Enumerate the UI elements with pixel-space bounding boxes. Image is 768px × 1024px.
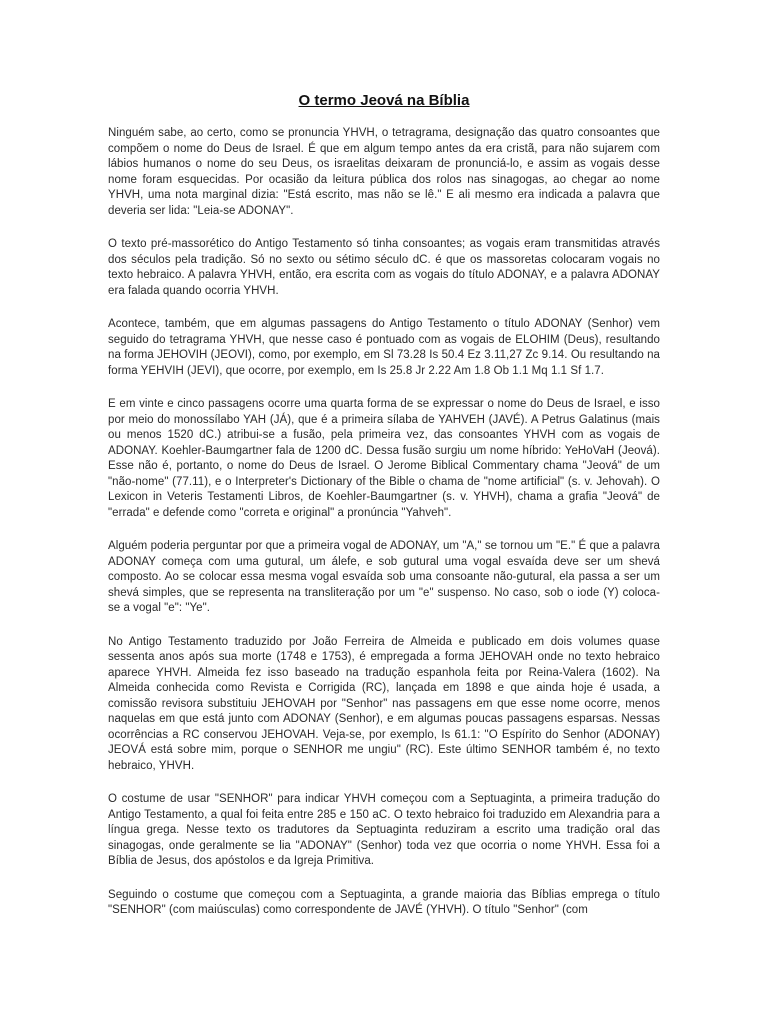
paragraph-6: No Antigo Testamento traduzido por João Ferreira de Almeida e publicado em dois volumes quase sessenta anos após sua morte (1748 e 1753), é empregada a forma JEHOVAH onde no texto hebraico aparece YHVH. Almeida fez isso baseado na tradução espanhola feita por Reina-Valera (1602). Na Almeida conhecida como Revista e Corrigida (RC), lançada em 1898 e que ainda hoje é usada, a comissão revisora substituiu JEHOVAH por "Senhor" nas passagens em que esse nome ocorre, menos naquelas em que está junto com ADONAY (Senhor), e em algumas poucas passagens esparsas. Nessas ocorrências a RC conservou JEHOVAH. Veja-se, por exemplo, Is 61.1: "O Espírito do Senhor (ADONAY) JEOVÁ está sobre mim, porque o SENHOR me ungiu" (RC). Este último SENHOR também é, no texto hebraico, YHVH. [108, 635, 660, 772]
paragraph-1: Ninguém sabe, ao certo, como se pronuncia YHVH, o tetragrama, designação das quatro consoantes que compõem o nome do Deus de Israel. É que em algum tempo antes da era cristã, para não sujarem com lábios humanos o nome do seu Deus, os israelitas deixaram de pronunciá-lo, e assim as vogais desse nome foram esquecidas. Por ocasião da leitura pública dos rolos nas sinagogas, ao chegar ao nome YHVH, uma nota marginal dizia: "Está escrito, mas não se lê." E ali mesmo era indicada a palavra que deveria ser lida: "Leia-se ADONAY". [108, 127, 660, 217]
document-title: O termo Jeová na Bíblia [298, 92, 470, 109]
paragraph-5: Alguém poderia perguntar por que a primeira vogal de ADONAY, um "A," se tornou um "E." É que a palavra ADONAY começa com uma gutural, um álefe, e sob gutural uma vogal esvaída deve ser um shevá composto. Ao se colocar essa mesma vogal esvaída sob uma consoante não-gutural, ela passa a ser um shevá simples, que se representa na transliteração por um "e" suspenso. No caso, sob o iode (Y) coloca-se a vogal "e": "Ye". [108, 540, 660, 614]
paragraph-8: Seguindo o costume que começou com a Septuaginta, a grande maioria das Bíblias emprega o título "SENHOR" (com maiúsculas) como correspondente de JAVÉ (YHVH). O título "Senhor" (com [108, 888, 660, 916]
document-body [108, 126, 660, 937]
paragraph-2: O texto pré-massorético do Antigo Testamento só tinha consoantes; as vogais eram transmitidas através dos séculos pela tradição. Só no sexto ou sétimo século dC. é que os massoretas colocaram vogais no texto hebraico. A palavra YHVH, então, era escrita com as vogais do título ADONAY, e a palavra ADONAY era falada quando ocorria YHVH. [108, 238, 660, 297]
paragraph-3: Acontece, também, que em algumas passagens do Antigo Testamento o título ADONAY (Senhor) vem seguido do tetragrama YHVH, que nesse caso é pontuado com as vogais de ELOHIM (Deus), resultando na forma JEHOVIH (JEOVI), como, por exemplo, em Sl 73.28 Is 50.4 Ez 3.11,27 Zc 9.14. Ou resultando na forma YEHVIH (JEVI), que ocorre, por exemplo, em Is 25.8 Jr 2.22 Am 1.8 Ob 1.1 Mq 1.1 Sf 1.7. [108, 318, 660, 377]
paragraph-4: E em vinte e cinco passagens ocorre uma quarta forma de se expressar o nome do Deus de Israel, e isso por meio do monossílabo YAH (JÁ), que é a primeira sílaba de YAHVEH (JAVÉ). A Petrus Galatinus (mais ou menos 1520 dC.) atribui-se a fusão, pela primeira vez, das consoantes YHVH com as vogais de ADONAY. Koehler-Baumgartner fala de 1200 dC. Dessa fusão surgiu um nome híbrido: YeHoVaH (Jeová). Esse não é, portanto, o nome do Deus de Israel. O Jerome Biblical Commentary chama "Jeová" de um "não-nome" (77.11), e o Interpreter's Dictionary of the Bible o chama de "nome artificial" (s. v. Jehovah). O Lexicon in Veteris Testamenti Libros, de Koehler-Baumgartner (s. v. YHVH), chama a grafia "Jeová" de "errada" e defende como "correta e original" a pronúncia "Yahveh". [108, 398, 660, 519]
paragraph-7: O costume de usar "SENHOR" para indicar YHVH começou com a Septuaginta, a primeira tradução do Antigo Testamento, a qual foi feita entre 285 e 150 aC. O texto hebraico foi traduzido em Alexandria para a língua grega. Nesse texto os tradutores da Septuaginta reduziram a escrito uma tradição oral das sinagogas, onde geralmente se lia "ADONAY" (Senhor) toda vez que ocorria o nome YHVH. Essa foi a Bíblia de Jesus, dos apóstolos e da Igreja Primitiva. [108, 793, 660, 867]
